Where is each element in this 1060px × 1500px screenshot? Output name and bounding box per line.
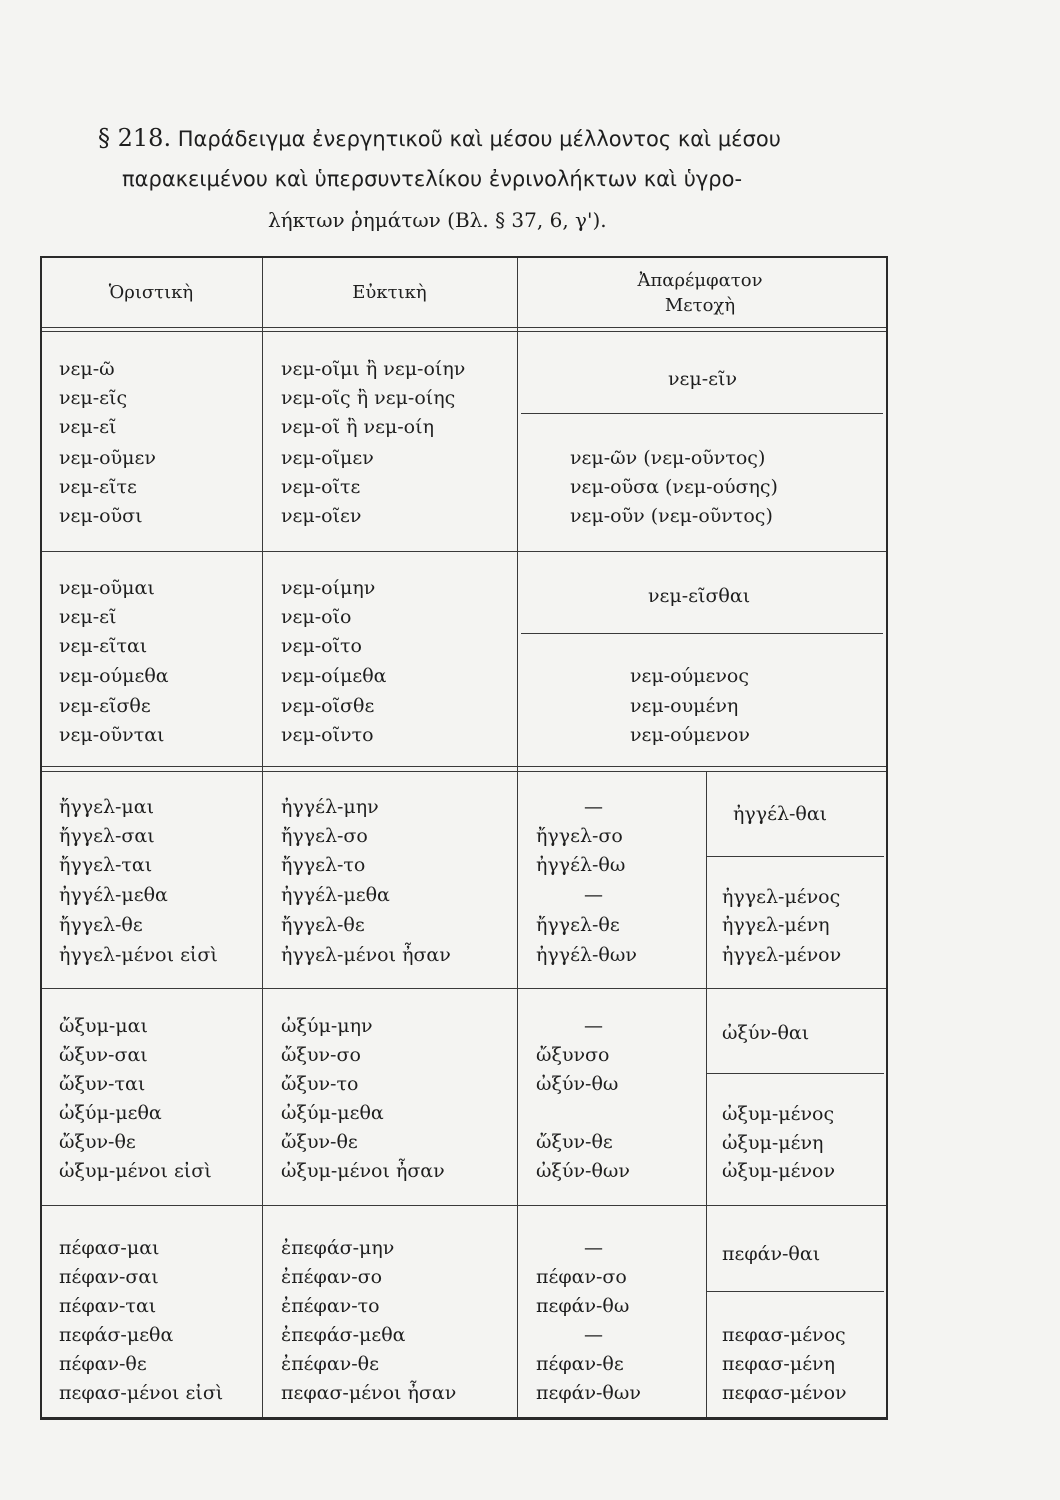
heading-line-3: λήκτων ῥημάτων (Βλ. § 37, 6, γ'). — [268, 208, 607, 232]
block5-optative-5: ἐπέφαν-θε — [281, 1353, 379, 1375]
block3-participle-1: ἠγγελ-μένος — [722, 886, 841, 908]
header-indicative: Ὁριστικὴ — [108, 282, 194, 303]
heading-line-2: παρακειμένου καὶ ὑπερσυντελίκου ἐνρινολήκτων καὶ ὑγρο- — [122, 167, 743, 191]
infinitive-participle-rule — [521, 633, 883, 634]
block4-participle-2: ὠξυμ-μένη — [722, 1132, 824, 1154]
block3-participle-2: ἠγγελ-μένη — [722, 914, 830, 936]
table-bottom-border — [40, 1417, 888, 1420]
block3-indicative-2: ἤγγελ-σαι — [59, 825, 155, 847]
block4-imperative-5: ὤξυν-θε — [536, 1131, 613, 1153]
block5-optative-6: πεφασ-μένοι ἦσαν — [281, 1382, 457, 1404]
block1-optative-5: νεμ-οῖτε — [281, 476, 361, 498]
block3-optative-3: ἤγγελ-το — [281, 854, 366, 876]
header-rule — [42, 331, 886, 332]
block5-infinitive: πεφάν-θαι — [722, 1243, 821, 1265]
block5-indicative-3: πέφαν-ται — [59, 1295, 157, 1317]
heading-text-1: Παράδειγμα ἐνεργητικοῦ καὶ μέσου μέλλοντος καὶ μέσου — [177, 127, 781, 151]
block3-optative-6: ἠγγελ-μένοι ἦσαν — [281, 944, 451, 966]
block1-optative-2: νεμ-οῖς ἢ νεμ-οίης — [281, 387, 456, 409]
block5-participle-2: πεφασ-μένη — [722, 1353, 835, 1375]
block1-indicative-6: νεμ-οῦσι — [59, 505, 143, 527]
block1-indicative-1: νεμ-ῶ — [59, 358, 115, 380]
block5-indicative-5: πέφαν-θε — [59, 1353, 147, 1375]
block4-indicative-4: ὠξύμ-μεθα — [59, 1102, 162, 1124]
block5-imperative-4: — — [584, 1324, 603, 1346]
block2-indicative-4: νεμ-ούμεθα — [59, 665, 169, 687]
header-infinitive: Ἀπαρέμφατον — [637, 270, 763, 291]
block3-indicative-5: ἤγγελ-θε — [59, 914, 143, 936]
block1-indicative-2: νεμ-εῖς — [59, 387, 128, 409]
block3-imperative-4: — — [584, 884, 603, 906]
block5-optative-1: ἐπεφάσ-μην — [281, 1237, 395, 1259]
block3-indicative-6: ἠγγελ-μένοι εἰσὶ — [59, 944, 218, 966]
block4-participle-3: ὠξυμ-μένον — [722, 1160, 836, 1182]
block4-imperative-6: ὠξύν-θων — [536, 1160, 630, 1182]
infinitive-participle-rule — [706, 1073, 884, 1074]
block1-participle-2: νεμ-οῦσα (νεμ-ούσης) — [570, 476, 778, 498]
block2-optative-6: νεμ-οῖντο — [281, 724, 374, 746]
block1-optative-1: νεμ-οῖμι ἢ νεμ-οίην — [281, 358, 466, 380]
block5-optative-2: ἐπέφαν-σο — [281, 1266, 383, 1288]
block5-imperative-6: πεφάν-θων — [536, 1382, 641, 1404]
block4-indicative-3: ὤξυν-ται — [59, 1073, 146, 1095]
column-divider — [262, 256, 263, 1420]
block4-optative-5: ὤξυν-θε — [281, 1131, 358, 1153]
block-rule — [42, 771, 886, 772]
block5-indicative-6: πεφασ-μένοι εἰσὶ — [59, 1382, 224, 1404]
section-number: § 218. — [98, 124, 172, 152]
block3-imperative-5: ἤγγελ-θε — [536, 914, 620, 936]
block4-indicative-6: ὠξυμ-μένοι εἰσὶ — [59, 1160, 212, 1182]
block3-imperative-6: ἠγγέλ-θων — [536, 944, 637, 966]
block2-participle-2: νεμ-ουμένη — [630, 695, 739, 717]
block2-indicative-2: νεμ-εῖ — [59, 606, 117, 628]
block4-infinitive: ὠξύν-θαι — [722, 1022, 810, 1044]
infinitive-participle-rule — [521, 413, 883, 414]
block4-optative-4: ὠξύμ-μεθα — [281, 1102, 384, 1124]
block3-imperative-2: ἤγγελ-σο — [536, 825, 623, 847]
block2-optative-2: νεμ-οῖο — [281, 606, 352, 628]
block3-optative-2: ἤγγελ-σο — [281, 825, 368, 847]
block1-indicative-4: νεμ-οῦμεν — [59, 447, 156, 469]
heading-line-1 — [98, 118, 781, 160]
block4-imperative-3: ὠξύν-θω — [536, 1073, 619, 1095]
block3-indicative-3: ἤγγελ-ται — [59, 854, 153, 876]
block-rule — [42, 1205, 886, 1206]
block1-optative-4: νεμ-οῖμεν — [281, 447, 374, 469]
block1-infinitive: νεμ-εῖν — [668, 368, 738, 390]
block2-indicative-6: νεμ-οῦνται — [59, 724, 165, 746]
infinitive-participle-rule — [706, 856, 884, 857]
block3-infinitive: ἠγγέλ-θαι — [733, 803, 828, 825]
block1-optative-3: νεμ-οῖ ἢ νεμ-οίη — [281, 416, 434, 438]
block4-indicative-2: ὤξυν-σαι — [59, 1044, 148, 1066]
block1-participle-1: νεμ-ῶν (νεμ-οῦντος) — [570, 447, 766, 469]
block2-indicative-3: νεμ-εῖται — [59, 635, 148, 657]
column-divider — [706, 772, 707, 1420]
block5-indicative-1: πέφασ-μαι — [59, 1237, 160, 1259]
block5-imperative-2: πέφαν-σο — [536, 1266, 627, 1288]
block2-optative-3: νεμ-οῖτο — [281, 635, 363, 657]
block3-indicative-4: ἠγγέλ-μεθα — [59, 884, 168, 906]
infinitive-participle-rule — [706, 1291, 884, 1292]
table-left-border — [40, 256, 42, 1420]
block-rule — [42, 766, 886, 767]
block5-imperative-1: — — [584, 1237, 603, 1259]
block4-imperative-2: ὤξυνσο — [536, 1044, 610, 1066]
block4-indicative-1: ὤξυμ-μαι — [59, 1015, 148, 1037]
block2-indicative-5: νεμ-εῖσθε — [59, 695, 151, 717]
block3-imperative-1: — — [584, 796, 603, 818]
table-right-border — [886, 256, 888, 1420]
block4-optative-2: ὤξυν-σο — [281, 1044, 361, 1066]
block4-participle-1: ὠξυμ-μένος — [722, 1103, 835, 1125]
block3-participle-3: ἠγγελ-μένον — [722, 944, 842, 966]
block3-optative-1: ἠγγέλ-μην — [281, 796, 379, 818]
block4-imperative-1: — — [584, 1015, 603, 1037]
block4-optative-1: ὠξύμ-μην — [281, 1015, 373, 1037]
block2-participle-1: νεμ-ούμενος — [630, 665, 749, 687]
block1-indicative-5: νεμ-εῖτε — [59, 476, 137, 498]
block-rule — [42, 551, 886, 552]
block5-participle-3: πεφασ-μένον — [722, 1382, 847, 1404]
block5-imperative-5: πέφαν-θε — [536, 1353, 624, 1375]
block5-imperative-3: πεφάν-θω — [536, 1295, 630, 1317]
block2-optative-5: νεμ-οῖσθε — [281, 695, 375, 717]
block4-optative-3: ὤξυν-το — [281, 1073, 359, 1095]
block2-indicative-1: νεμ-οῦμαι — [59, 577, 155, 599]
block1-participle-3: νεμ-οῦν (νεμ-οῦντος) — [570, 505, 773, 527]
block2-participle-3: νεμ-ούμενον — [630, 724, 750, 746]
block-rule — [42, 988, 886, 989]
block5-optative-4: ἐπεφάσ-μεθα — [281, 1324, 406, 1346]
block5-participle-1: πεφασ-μένος — [722, 1324, 846, 1346]
block1-optative-6: νεμ-οῖεν — [281, 505, 362, 527]
column-divider — [517, 256, 518, 1420]
header-rule — [42, 327, 886, 328]
block5-optative-3: ἐπέφαν-το — [281, 1295, 380, 1317]
block3-optative-4: ἠγγέλ-μεθα — [281, 884, 390, 906]
block3-indicative-1: ἤγγελ-μαι — [59, 796, 155, 818]
block2-infinitive: νεμ-εῖσθαι — [648, 585, 751, 607]
block4-optative-6: ὠξυμ-μένοι ἦσαν — [281, 1160, 445, 1182]
block3-imperative-3: ἠγγέλ-θω — [536, 854, 626, 876]
header-optative: Εὐκτικὴ — [352, 282, 427, 303]
block2-optative-4: νεμ-οίμεθα — [281, 665, 387, 687]
block5-indicative-4: πεφάσ-μεθα — [59, 1324, 174, 1346]
block4-indicative-5: ὤξυν-θε — [59, 1131, 136, 1153]
block5-indicative-2: πέφαν-σαι — [59, 1266, 159, 1288]
header-participle: Μετοχὴ — [664, 295, 736, 316]
block2-optative-1: νεμ-οίμην — [281, 577, 376, 599]
block1-indicative-3: νεμ-εῖ — [59, 416, 117, 438]
block3-optative-5: ἤγγελ-θε — [281, 914, 365, 936]
table-top-border — [40, 256, 888, 258]
